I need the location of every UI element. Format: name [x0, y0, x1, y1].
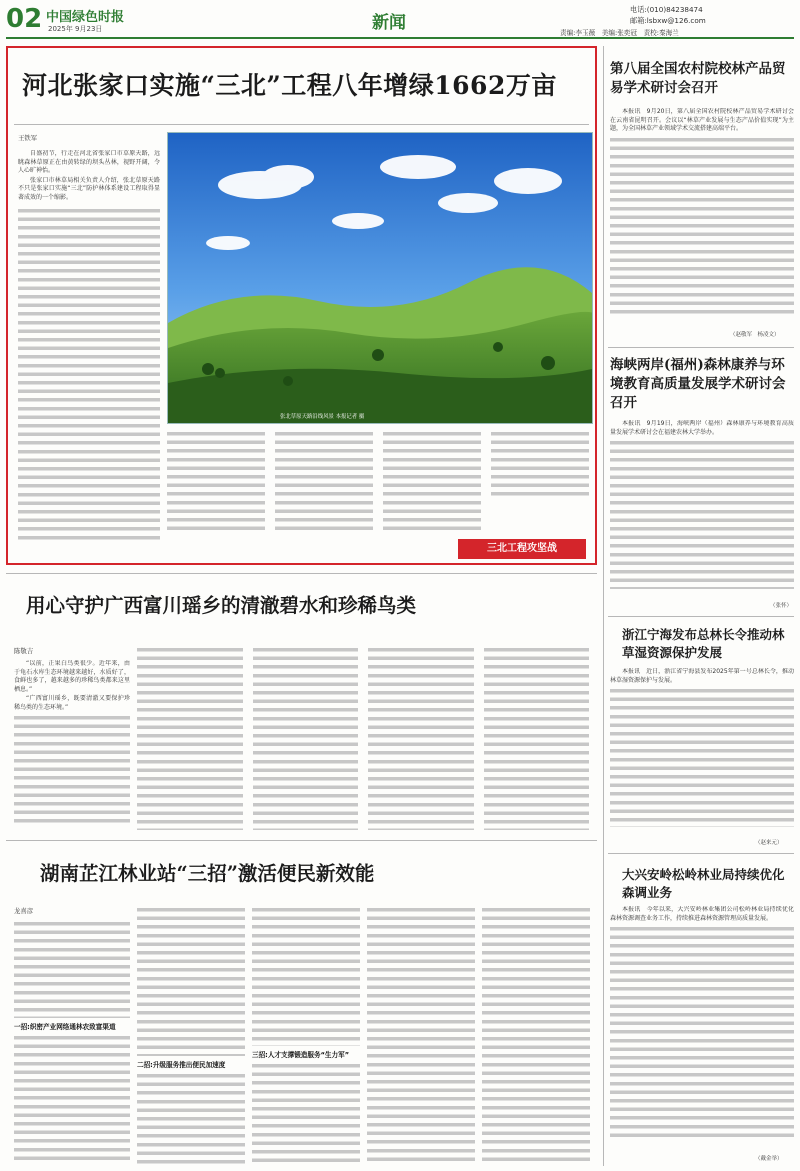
right-body-1-text: 本报讯 9月20日，第八届全国农村院校林产品贸易学术研讨会在云南省昆明召开。会议以“林草产业发展与生态产品价值实现”为主题，为全国林草产业领域学术交流搭建高端平台。 — [610, 108, 794, 133]
hunan-subhead-2: 二招:升级服务推出便民加速度 — [137, 1061, 226, 1069]
right-headline-4: 大兴安岭松岭林业局持续优化森调业务 — [622, 867, 785, 900]
hunan-subhead-3: 三招:人才支撑锻造服务“生力军” — [252, 1051, 350, 1059]
editors-line: 责编:李玉薇 美编:张奕冠 责校:秦海兰 — [560, 29, 679, 37]
hunan-column-2 — [137, 906, 245, 1165]
right-reporter-1: （赵敬军 杨凌文） — [730, 332, 780, 338]
page-number: 02 — [6, 4, 43, 34]
right-body-2 — [610, 420, 794, 600]
lead-headline: 河北张家口实施“三北”工程八年增绿1662万亩 — [22, 71, 557, 100]
lead-columns-lower — [167, 430, 591, 535]
hunan-subhead-1: 一招:织密产业网络通林农致富渠道 — [14, 1023, 116, 1031]
guangxi-columns-rest — [137, 646, 589, 830]
lead-para-1: 自盛初节，行走在河北省张家口市草原天路，远眺森林草原正在由黄转绿的坝头丛林，视野开阔，令人心旷神怡。 — [18, 150, 160, 175]
right-headline-2: 海峡两岸(福州)森林康养与环境教育高质量发展学术研讨会召开 — [610, 357, 786, 411]
lead-column-1 — [18, 150, 160, 542]
guangxi-para-1: “以前，正果白鸟类很少。近年来，由于龟石水库生态环境越来越好，水质好了，食鲜也多了，越来越多的珍稀鸟类都来这里栖息。” — [14, 660, 130, 693]
hunan-column-3 — [252, 906, 360, 1165]
right-body-3-text: 本报讯 近日，浙江省宁海县发布2025年第一号总林长令，推动林草湿资源保护与发展。 — [610, 668, 794, 684]
photo-caption: 张北草原天路沿线风景 本报记者 摄 — [280, 414, 365, 420]
lead-photo — [167, 132, 593, 424]
guangxi-column-1 — [14, 660, 130, 830]
contact-phone: 电话:(010)84238474 — [630, 5, 703, 14]
right-body-4 — [610, 906, 794, 1152]
lead-author: 王铁军 — [18, 134, 38, 142]
hunan-headline: 湖南芷江林业站“三招”激活便民新效能 — [40, 862, 375, 885]
guangxi-para-2: “广西富川瑶乡，既要清澈又要保护珍稀鸟类的生态环境。” — [14, 695, 130, 711]
right-body-4-text: 本报讯 今年以来，大兴安岭林业集团公司松岭林业局持续优化森林资源调查业务工作，持续推进森林资源管理高质量发展。 — [610, 906, 794, 922]
masthead-rule — [6, 37, 794, 39]
right-headline-1: 第八届全国农村院校林产品贸易学术研讨会召开 — [610, 61, 786, 96]
right-body-3 — [610, 668, 794, 838]
right-headline-3: 浙江宁海发布总林长令推动林草湿资源保护发展 — [622, 627, 785, 660]
right-reporter-2: （张怀） — [770, 603, 793, 609]
series-badge[interactable]: 三北工程攻坚战 — [458, 539, 586, 559]
right-reporter-4: （戴金举） — [755, 1156, 783, 1162]
hunan-column-5 — [482, 906, 590, 1165]
lead-para-2: 张家口市林草局相关负责人介绍，张北草原天路不只是张家口实施“三北”防护林体系建设工程取得显著成效的一个缩影。 — [18, 176, 160, 201]
landscape-photo — [168, 133, 592, 423]
guangxi-headline: 用心守护广西富川瑶乡的清澈碧水和珍稀鸟类 — [26, 594, 417, 617]
paper-name: 中国绿色时报 — [46, 10, 125, 25]
right-body-1 — [610, 108, 794, 333]
right-body-2-text: 本报讯 9月19日，海峡两岸（福州）森林康养与环境教育高质量发展学术研讨会在福建农林大学举办。 — [610, 420, 794, 436]
lead-body-fill — [18, 207, 160, 542]
guangxi-author: 陈敬吉 — [14, 647, 34, 655]
hunan-author: 龙喜彦 — [14, 907, 34, 915]
issue-date: 2025年 9月23日 — [48, 25, 103, 33]
hunan-column-1 — [14, 920, 130, 1165]
right-reporter-3: （赵来元） — [755, 840, 783, 846]
section-title: 新闻 — [372, 13, 406, 33]
hunan-column-4 — [367, 906, 475, 1165]
contact-email: 邮箱:lsbxw@126.com — [630, 16, 706, 25]
